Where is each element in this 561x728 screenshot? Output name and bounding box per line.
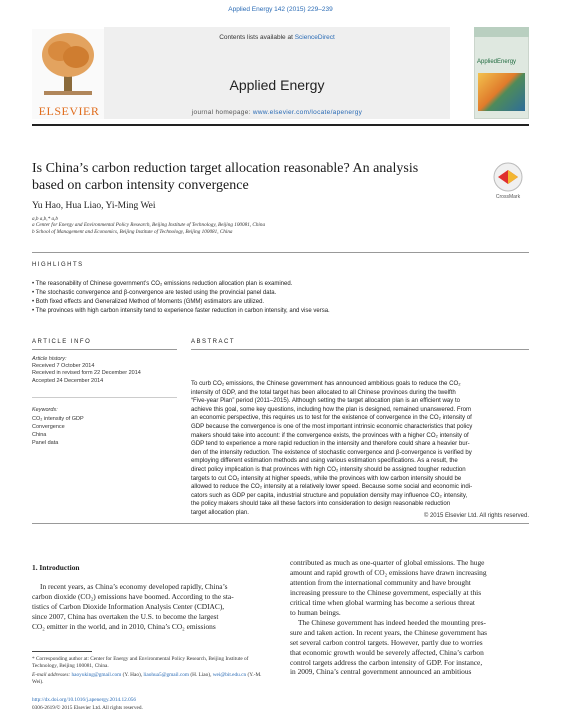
abstract-line: GDP because the convergence is one of the most important intrinsic economic characteristics that policy [191,422,473,430]
section-heading-introduction: 1. Introduction [32,563,80,572]
accepted-date: Accepted 24 December 2014 [32,378,104,384]
homepage-link[interactable]: www.elsevier.com/locate/apenergy [252,109,363,116]
crossmark-label: CrossMark [495,194,521,200]
body-line: carbon dioxide (CO₂) emissions have boomed. According to the sta- [32,591,234,601]
abstract-line: cators such as GDP per capita, industrial structure and population density may influence CO₂ intensity, [191,491,468,499]
abstract-line: makers should take into account: if the convergence exists, the provinces with a higher CO₂ intensity of [191,431,469,439]
abstract-line: GDP tend to experience a more rapid reduction in the intensity and therefore could share a heavier bur- [191,440,470,448]
email-link[interactable]: liaohua5@gmail.com [143,672,190,678]
keyword: CO₂ intensity of GDP [32,416,84,422]
body-line: The Chinese government has indeed heeded the mounting pres- [298,617,486,627]
article-history-label: Article history: [32,356,67,362]
article-title-line-2: based on carbon intensity convergence [32,178,249,193]
abstract-body [191,380,529,518]
body-line: control targets address the carbon intensity of GDP. For instance, [290,657,483,667]
corresponding-author-note: * Corresponding author at: Center for Energy and Environmental Policy Research, Beijing Institute of Technology, Beijing 100081, China. [32,656,249,669]
article-title [32,160,482,194]
body-line: contributed as much as one-quarter of global emissions. The huge [290,558,485,567]
divider [32,523,529,524]
email-link[interactable]: wei@bit.edu.cn [212,672,247,678]
article-info-rule [32,349,177,350]
abstract-line: den of the intensity reduction. The existence of stochastic convergence and β-convergence is verified by [191,448,472,456]
email-owner: (H. Liao), [189,672,213,678]
journal-cover-title: AppliedEnergy [477,59,517,65]
publisher-name: ELSEVIER [38,104,100,118]
keywords-label: Keywords: [32,407,58,413]
abstract-line: targets to cut CO₂ intensity at higher speeds, while the provinces with low carbon intensity should be [191,474,462,482]
received-date: Received 7 October 2014 [32,363,95,369]
contents-line [104,34,450,41]
body-line: since 2007, China has overtaken the U.S. to become the largest [32,611,219,621]
email-addresses [32,672,272,686]
intro-left-column [32,582,272,632]
abstract-copyright: © 2015 Elsevier Ltd. All rights reserved. [423,513,529,519]
doi-link[interactable]: http://dx.doi.org/10.1016/j.apenergy.2014.12.056 [32,697,137,703]
journal-cover-band [474,27,529,37]
body-line: attention from the international community and have brought [290,577,471,587]
elsevier-tree-icon [40,31,96,97]
issn-line: 0306-2619/© 2015 Elsevier Ltd. All rights reserved. [32,705,143,711]
email-link[interactable]: haoyuking@gmail.com [71,672,122,678]
highlight-item: • The stochastic convergence and β-convergence are tested using the provincial panel data. [32,290,277,296]
article-info-divider [32,397,177,398]
body-line: sure and taken action. In recent years, the Chinese government has [290,627,488,637]
body-line: amount and rapid growth of CO₂ emissions have drawn increasing [290,567,487,577]
footnote-rule [32,651,92,652]
body-line: set several carbon control targets. However, partly due to worries [290,637,483,647]
author-list: Yu Hao, Hua Liao, Yi-Ming Wei [32,201,156,211]
journal-cover-image [478,73,525,111]
highlight-item: • The provinces with high carbon intensity tend to experience faster reduction in carbon intensity, and vise versa. [32,308,330,314]
body-line: increasing pressure to the Chinese government, especially at this [290,587,482,597]
contents-prefix: Contents lists available at [219,34,295,41]
abstract-line: intensity of GDP, and the total target has been allocated to all Chinese provinces during the twelfth [191,388,456,396]
highlights-heading: HIGHLIGHTS [32,262,84,268]
abstract-line: To curb CO₂ emissions, the Chinese government has announced ambitious goals to reduce the CO₂ [191,380,461,387]
journal-title: Applied Energy [229,77,325,93]
journal-homepage [104,109,450,116]
intro-right-column [290,558,529,677]
abstract-rule [191,349,529,350]
highlight-item: • The reasonability of Chinese government’s CO₂ emissions reduction allocation plan is examined. [32,281,293,287]
revised-date: Received in revised form 22 December 2014 [32,370,141,376]
body-line: in 2009, China’s central government announced an ambitious [290,667,472,677]
body-line: critical time when global warming has become a serious threat [290,597,475,607]
keyword: Panel data [32,440,59,446]
abstract-line: “Five-year Plan” period (2011–2015). Although setting the target allocation plan is an efficient way to [191,397,461,405]
article-title-line-1: Is China’s carbon reduction target allocation reasonable? An analysis [32,161,419,176]
email-owner: (Y. Hao), [121,672,144,678]
email-prefix: E-mail addresses: [32,672,72,678]
affiliation-b: b School of Management and Economics, Beijing Institute of Technology, Beijing 100081, China [32,229,233,235]
body-line: that economic growth would be severely affected, China’s carbon [290,647,484,657]
abstract-heading: ABSTRACT [191,339,236,345]
abstract-line: the policy makers should take all these factors into consideration to design reasonable reduction [191,500,451,508]
keyword: China [32,432,47,438]
author-marks: a,b a,b,* a,b [32,216,58,222]
email-owner: (Y.-M. Wei). [32,672,262,685]
abstract-line: target allocation plan. [191,508,249,516]
abstract-line: allowed to reduce the CO₂ intensity at a relatively lower speed. Because some social and economic indi- [191,483,473,491]
article-info-heading: ARTICLE INFO [32,339,92,345]
abstract-line: achieve this goal, some key questions, including how the plan is designed, remained unanswered. From [191,405,472,413]
keyword: Convergence [32,424,65,430]
highlight-item: • Both fixed effects and Generalized Method of Moments (GMM) estimators are utilized. [32,299,265,305]
abstract-line: employing different estimation methods and using various estimation specifications. As a result, the [191,457,458,465]
affiliation-a: a Center for Energy and Environmental Policy Research, Beijing Institute of Technology, Beijing 100081, China [32,222,266,228]
abstract-line: direct policy implication is that provinces with high CO₂ intensity should be assigned tougher reduction [191,465,466,473]
body-line: tistics of Carbon Dioxide Information Analysis Center (CDIAC), [32,601,225,611]
body-line: CO₂ emitter in the world, and in 2010, China’s CO₂ emissions [32,621,216,631]
crossmark-icon[interactable] [488,160,528,194]
homepage-prefix: journal homepage: [191,109,253,116]
body-line: to human beings. [290,607,341,617]
divider [32,252,529,253]
journal-reference[interactable]: Applied Energy 142 (2015) 229–239 [228,6,333,13]
abstract-line: an economic perspective, this requires us to test for the existence of convergence in the CO₂ intensity of [191,414,472,422]
body-line: In recent years, as China’s economy developed rapidly, China’s [40,582,228,591]
sciencedirect-link[interactable]: ScienceDirect [294,34,335,41]
